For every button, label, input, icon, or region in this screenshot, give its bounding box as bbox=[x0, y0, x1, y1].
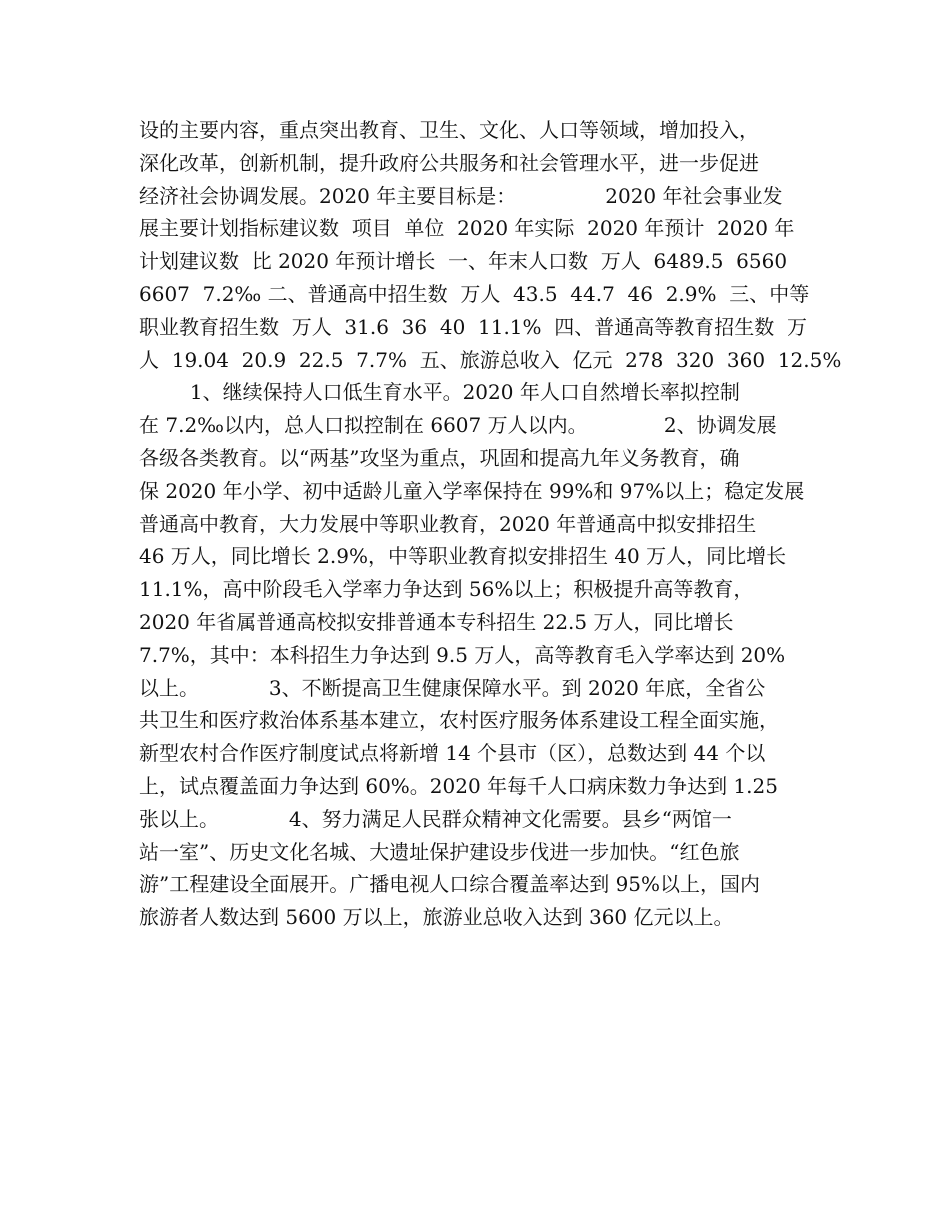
text-line: 普通高中教育，大力发展中等职业教育，2020 年普通高中拟安排招生 bbox=[139, 511, 757, 536]
text-line: 深化改革，创新机制，提升政府公共服务和社会管理水平，进一步促进 bbox=[139, 150, 759, 175]
text-line: 设的主要内容，重点突出教育、卫生、文化、人口等领域，增加投入， bbox=[139, 118, 759, 142]
text-line: 张以上。 4、努力满足人民群众精神文化需要。县乡“两馆一 bbox=[139, 806, 732, 831]
text-line: 站一室”、历史文化名城、大遗址保护建设步伐进一步加快。“红色旅 bbox=[139, 839, 740, 864]
text-line: 各级各类教育。以“两基”攻坚为重点，巩固和提高九年义务教育，确 bbox=[139, 445, 740, 470]
document-body-text bbox=[139, 114, 842, 934]
text-line: 7.7%，其中：本科招生力争达到 9.5 万人，高等教育毛入学率达到 20% bbox=[139, 642, 786, 667]
text-line: 1、继续保持人口低生育水平。2020 年人口自然增长率拟控制 bbox=[139, 380, 740, 405]
text-line: 46 万人，同比增长 2.9%，中等职业教育拟安排招生 40 万人，同比增长 bbox=[139, 544, 787, 569]
text-line: 上，试点覆盖面力争达到 60%。2020 年每千人口病床数力争达到 1.25 bbox=[139, 773, 778, 798]
text-line: 共卫生和医疗救治体系基本建立，农村医疗服务体系建设工程全面实施， bbox=[139, 708, 779, 733]
text-line: 在 7.2‰以内，总人口拟控制在 6607 万人以内。 2、协调发展 bbox=[139, 413, 777, 438]
text-line: 6607 7.2‰ 二、普通高中招生数 万人 43.5 44.7 46 2.9% 三、中等 bbox=[139, 281, 810, 306]
text-line: 保 2020 年小学、初中适龄儿童入学率保持在 99%和 97%以上；稳定发展 bbox=[139, 478, 805, 503]
text-line: 11.1%，高中阶段毛入学率力争达到 56%以上；积极提升高等教育， bbox=[139, 577, 754, 602]
text-line: 以上。 3、不断提高卫生健康保障水平。到 2020 年底，全省公 bbox=[139, 675, 766, 700]
text-line: 经济社会协调发展。2020 年主要目标是： 2020 年社会事业发 bbox=[139, 183, 783, 208]
text-line: 人 19.04 20.9 22.5 7.7% 五、旅游总收入 亿元 278 320 360 12.5% bbox=[139, 347, 842, 372]
text-line: 展主要计划指标建议数 项目 单位 2020 年实际 2020 年预计 2020 年 bbox=[139, 216, 795, 241]
text-line: 旅游者人数达到 5600 万以上，旅游业总收入达到 360 亿元以上。 bbox=[139, 905, 734, 930]
text-line: 2020 年省属普通高校拟安排普通本专科招生 22.5 万人，同比增长 bbox=[139, 609, 734, 634]
text-line: 职业教育招生数 万人 31.6 36 40 11.1% 四、普通高等教育招生数 万 bbox=[139, 314, 807, 339]
text-line: 新型农村合作医疗制度试点将新增 14 个县市（区），总数达到 44 个以 bbox=[139, 741, 766, 766]
text-line: 计划建议数 比 2020 年预计增长 一、年末人口数 万人 6489.5 6560 bbox=[139, 249, 788, 274]
text-line: 游”工程建设全面展开。广播电视人口综合覆盖率达到 95%以上，国内 bbox=[139, 872, 761, 897]
